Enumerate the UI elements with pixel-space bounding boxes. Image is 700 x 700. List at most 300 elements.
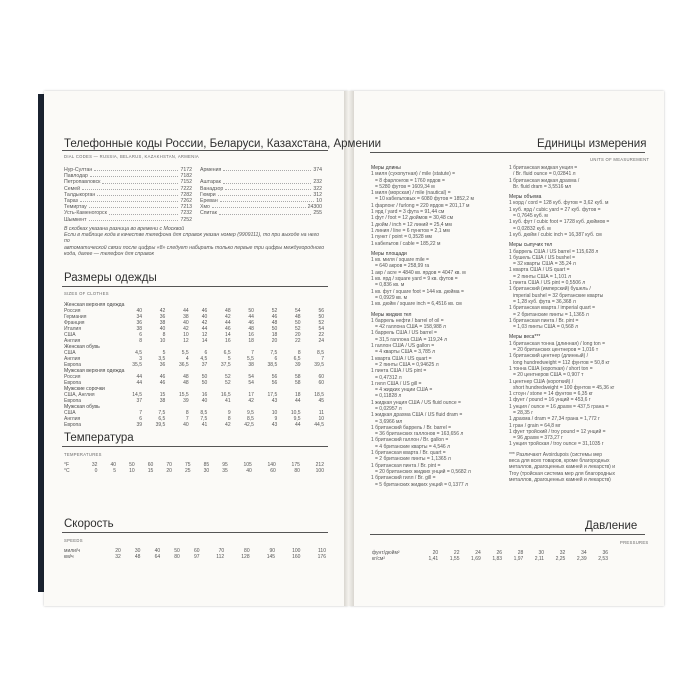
- speed-table-wrap: [62, 548, 328, 560]
- units-line: 1 британский (имперский) бушель /: [509, 286, 591, 293]
- cell-value: 44: [136, 374, 143, 380]
- units-line: = 28,35 г: [513, 409, 534, 416]
- cell-value: 105: [243, 462, 252, 468]
- phone-code: 322: [313, 185, 322, 192]
- cell-value: 36: [159, 314, 166, 320]
- cell-value: 42: [201, 320, 208, 326]
- units-line: 1 британский баррель / Br. barrel =: [371, 424, 452, 431]
- cell-value: 46: [159, 380, 166, 386]
- cell-value: 8: [162, 332, 166, 338]
- units-line: = 0,836 кв. м: [375, 282, 405, 289]
- units-line: = 2 пинты США = 1,101 л: [513, 273, 572, 280]
- cell-value: 48: [295, 314, 301, 320]
- phone-code: 7152: [180, 179, 192, 186]
- cell-value: 0: [94, 468, 98, 474]
- units-line: 1 баррель нефти / barrel of oil =: [371, 317, 444, 324]
- phone-codes-column-1: [64, 167, 192, 223]
- units-line: = 31,5 галлона США = 119,24 л: [375, 336, 447, 343]
- cell-value: 97: [193, 554, 200, 560]
- units-line: 1 центнер США (короткий) /: [509, 378, 574, 385]
- phone-code: 7222: [180, 185, 192, 192]
- cell-value: 5: [227, 356, 231, 362]
- cell-value: 50: [201, 374, 208, 380]
- units-line: 1 стоун / stone = 14 фунтов = 6,35 кг: [509, 391, 593, 398]
- row-label: Англия: [64, 338, 81, 344]
- cell-value: 41: [225, 398, 231, 404]
- cell-value: 11: [318, 410, 324, 416]
- cell-value: 48: [183, 374, 189, 380]
- cell-value: 58: [295, 380, 301, 386]
- temperature-subtitle: TEMPERATURES: [64, 452, 102, 457]
- dots-leader: [219, 210, 311, 214]
- pressure-subtitle: PRESSURES: [620, 540, 649, 545]
- cell-value: 30: [134, 548, 141, 554]
- phone-code: 7252: [180, 216, 192, 223]
- cell-value: 42: [225, 422, 231, 428]
- cell-value: 56: [271, 380, 278, 386]
- cell-value: 60: [193, 548, 200, 554]
- cell-value: 80: [244, 548, 250, 554]
- phone-code: 7182: [180, 173, 192, 180]
- units-line: 1 британская жидкая унция =: [509, 165, 578, 171]
- row-label: Мужская обувь: [64, 404, 100, 410]
- units-line: 1 пункт / point = 0,3528 мм: [371, 234, 432, 241]
- phone-city: Шымкент: [64, 216, 87, 223]
- units-line: = 10 кабельтовых = 6080 футов = 1852,2 м: [375, 196, 474, 203]
- cell-value: 128: [241, 554, 250, 560]
- cell-value: 40: [183, 422, 189, 428]
- dots-leader: [212, 204, 306, 208]
- cell-value: 8: [297, 350, 301, 356]
- units-line: 1 фарлонг / furlong = 220 ярдов = 201,17 м: [371, 202, 470, 209]
- units-line: 1 фунт тройский / troy pound = 12 унций =: [509, 428, 606, 435]
- row-label: Италия: [64, 326, 82, 332]
- cell-value: 18: [271, 332, 278, 338]
- units-subtitle: UNITS OF MEASUREMENT: [590, 157, 650, 162]
- cell-value: 37,5: [220, 362, 231, 368]
- units-line: 1 тонна США (короткая) / short ton =: [509, 365, 593, 372]
- cell-value: 7,5: [200, 416, 208, 422]
- cell-value: 16: [201, 392, 208, 398]
- cell-value: 54: [318, 326, 324, 332]
- units-line: long hundredweight = 112 фунтов = 50,8 кг: [513, 359, 610, 366]
- cell-value: 39,5: [155, 422, 166, 428]
- cell-value: 112: [216, 554, 225, 560]
- row-label: Россия: [64, 374, 81, 380]
- units-line: 1 корд / cord = 128 куб. футов = 3,62 куб. м: [509, 200, 609, 207]
- cell-value: 35: [222, 468, 228, 474]
- cell-value: 10: [129, 468, 135, 474]
- cell-value: 160: [292, 554, 301, 560]
- row-label: США: [64, 332, 76, 338]
- cell-value: 48: [134, 554, 141, 560]
- cell-value: 6: [274, 356, 278, 362]
- row-label: Россия: [64, 308, 81, 314]
- cell-value: 28: [517, 550, 524, 556]
- units-line: Br. fluid dram = 3,5516 мл: [513, 183, 572, 190]
- cell-value: 17,5: [267, 392, 278, 398]
- dots-leader: [218, 192, 312, 196]
- cell-value: 40: [159, 326, 166, 332]
- cell-value: 5,5: [246, 356, 254, 362]
- cell-value: 50: [174, 548, 180, 554]
- cell-value: 100: [315, 468, 324, 474]
- cell-value: 38: [159, 398, 166, 404]
- cell-value: 40: [154, 548, 161, 554]
- cell-value: 48: [225, 308, 231, 314]
- row-label: мили/ч: [64, 548, 80, 554]
- dots-leader: [223, 179, 311, 183]
- row-label: Женская обувь: [64, 344, 100, 350]
- cell-value: 56: [318, 308, 324, 314]
- note-line: Если в таблице кода в качестве телефона для справок указан номер (9909111), то при выходе на него по: [64, 232, 320, 245]
- cell-value: 16,5: [220, 392, 231, 398]
- cell-value: 4: [185, 356, 189, 362]
- cell-value: 56: [271, 374, 278, 380]
- cell-value: 64: [154, 554, 161, 560]
- dots-leader: [97, 192, 178, 196]
- cell-value: 20: [271, 338, 278, 344]
- cell-value: 38: [159, 320, 166, 326]
- units-line: = 0,02832 куб. м: [513, 225, 551, 232]
- units-line: = 2 пинты США = 0,94625 л: [375, 361, 439, 368]
- units-line: 1 акр / acre = 4840 кв. ярдов = 4047 кв. м: [371, 269, 466, 276]
- temperature-table-wrap: [62, 462, 328, 474]
- units-line: 1 кв. дюйм / square inch = 6,4516 кв. см: [371, 301, 462, 308]
- phone-codes-title: Телефонные коды России, Беларуси, Казахстана, Армении: [64, 138, 382, 150]
- cell-value: 7,5: [270, 350, 278, 356]
- cell-value: 30: [203, 468, 210, 474]
- cell-value: 38: [136, 326, 143, 332]
- cell-value: 6,5: [158, 416, 166, 422]
- table-row: [370, 556, 610, 562]
- dots-leader: [82, 186, 178, 190]
- cell-value: 140: [267, 462, 276, 468]
- cell-value: 43: [271, 422, 278, 428]
- units-line: 1 миля (морская) / mile (nautical) =: [371, 190, 451, 197]
- row-label: США: [64, 350, 76, 356]
- cell-value: 44,5: [314, 422, 324, 428]
- phone-code: 255: [313, 210, 322, 217]
- units-line: = 0,02957 л: [375, 405, 402, 412]
- units-title: Единицы измерения: [537, 138, 647, 150]
- units-line: = 2 британские пинты = 1,1365 л: [375, 456, 451, 463]
- cell-value: 6: [139, 416, 143, 422]
- row-label: фунт/дюйм²: [372, 550, 400, 556]
- units-heading: Меры объема: [509, 194, 542, 201]
- units-line: = 20 британских жидких унций = 0,5682 л: [375, 468, 471, 475]
- units-heading: Меры площади: [371, 250, 407, 257]
- units-line: 1 кв. миля / square mile =: [371, 257, 429, 264]
- cell-value: 50: [318, 314, 324, 320]
- cell-value: 16: [225, 338, 231, 344]
- cell-value: 22: [295, 338, 301, 344]
- cell-value: 9: [274, 416, 278, 422]
- units-line: веса для всех товаров, кроме благородных: [509, 458, 610, 465]
- units-line: 1 британская тонна (длинная) / long ton =: [509, 340, 606, 347]
- temperature-title: Температура: [64, 432, 134, 444]
- row-label: США: [64, 410, 76, 416]
- cell-value: 1,97: [513, 556, 524, 562]
- cell-value: 26: [496, 550, 503, 556]
- units-line: 1 баррель США / US barrel = 115,628 л: [509, 248, 599, 255]
- cell-value: 46: [271, 314, 278, 320]
- cell-value: 18: [295, 392, 301, 398]
- phone-city: Талдыкорган: [64, 191, 96, 198]
- units-line: = 1,03 пинты США = 0,568 л: [513, 324, 579, 331]
- units-line: 1 кварта США / US quart =: [509, 267, 570, 274]
- cell-value: 32: [115, 554, 121, 560]
- cell-value: 12: [183, 338, 189, 344]
- pressure-title: Давление: [585, 520, 638, 532]
- dots-leader: [109, 210, 179, 214]
- phone-code: 232: [313, 179, 322, 186]
- units-line: = 4 британские кварты = 4,546 л: [375, 443, 450, 450]
- units-line: = 32 кварты США = 35,24 л: [513, 261, 576, 268]
- cell-value: 16: [248, 332, 254, 338]
- cell-value: 46: [225, 326, 231, 332]
- row-label: км/ч: [64, 554, 74, 560]
- cell-value: 95: [222, 462, 228, 468]
- units-line: 1 куб. дюйм / cubic inch = 16,387 куб. см: [509, 231, 602, 238]
- row-label: Европа: [64, 398, 82, 404]
- units-line: металлов, драгоценных камней и лекарств): [509, 476, 611, 483]
- row-label: США, Англия: [64, 392, 95, 398]
- cell-value: 3: [139, 356, 143, 362]
- cell-value: 7: [321, 356, 324, 362]
- cell-value: 8: [185, 410, 189, 416]
- units-line: 1 британский гилл / Br. gill =: [371, 475, 436, 482]
- cell-value: 54: [248, 380, 254, 386]
- cell-value: 39,5: [314, 362, 324, 368]
- units-line: = 8 фарлонгов = 1760 ярдов =: [375, 177, 445, 184]
- phone-codes-note: [64, 226, 326, 257]
- dots-leader: [220, 198, 315, 202]
- phone-code: 7232: [180, 210, 192, 217]
- dots-leader: [225, 186, 311, 190]
- row-label: кг/см²: [372, 556, 386, 562]
- cell-value: 9,5: [246, 410, 254, 416]
- cell-value: 38: [248, 362, 254, 368]
- units-line: = 4 кварты США = 3,785 л: [375, 349, 436, 356]
- phone-codes-rule: [62, 150, 328, 151]
- phone-city: Петропавловск: [64, 179, 101, 186]
- cell-value: 8: [139, 338, 143, 344]
- table-row: [62, 468, 326, 474]
- cell-value: 48: [271, 320, 278, 326]
- clothes-sizes-table-wrap: [62, 302, 328, 428]
- cell-value: 52: [295, 326, 301, 332]
- phone-city: Спитак: [200, 210, 217, 217]
- page-gutter: [344, 91, 354, 606]
- units-line: = 4 жидких унции США =: [375, 387, 433, 394]
- phone-city: Павлодар: [64, 173, 88, 180]
- units-heading: Меры длины: [371, 165, 401, 171]
- pressure-rule: [370, 534, 645, 535]
- cell-value: 39: [295, 362, 301, 368]
- phone-code: 7282: [180, 191, 192, 198]
- units-line: = 20 центнеров США = 0,907 т: [513, 372, 584, 379]
- cell-value: 1,55: [449, 556, 460, 562]
- units-line: 1 пинта США / US pint = 0,5506 л: [509, 280, 586, 287]
- phone-city: Усть-Каменогорск: [64, 210, 107, 217]
- cell-value: 35,5: [132, 362, 143, 368]
- cell-value: 38,5: [267, 362, 278, 368]
- units-line: = 20 британских центнеров = 1,016 т: [513, 347, 599, 354]
- units-rule: [370, 152, 645, 153]
- dots-leader: [80, 198, 179, 202]
- cell-value: 10: [159, 338, 166, 344]
- cell-value: 85: [203, 462, 210, 468]
- units-line: 1 куб. фут / cubic foot = 1728 куб. дюймов =: [509, 219, 610, 226]
- units-column-2: [509, 165, 649, 483]
- units-line: 1 жидкая унция США / US fluid ounce =: [371, 399, 461, 406]
- units-line: *** Различают Avoirdupois (системы мер: [509, 451, 603, 458]
- row-label: Европа: [64, 380, 82, 386]
- units-line: 1 пинта США / US pint =: [371, 368, 427, 375]
- cell-value: 37: [136, 398, 143, 404]
- row-label: °C: [64, 468, 70, 474]
- units-line: 1 кв. ярд / square yard = 9 кв. футов =: [371, 276, 458, 283]
- cell-value: 14: [225, 332, 231, 338]
- cell-value: 212: [315, 462, 324, 468]
- cell-value: 10: [318, 416, 324, 422]
- units-line: 1 унция / ounce = 16 драхм = 437,5 грана =: [509, 403, 609, 410]
- cell-value: 42,5: [244, 422, 254, 428]
- cell-value: 54: [248, 374, 254, 380]
- cell-value: 6,5: [293, 356, 301, 362]
- cell-value: 7: [139, 410, 143, 416]
- cell-value: 46: [159, 374, 166, 380]
- units-line: = 640 акров = 258,99 га: [375, 263, 430, 270]
- cell-value: 3,5: [158, 356, 166, 362]
- units-line: 1 баррель США / US barrel =: [371, 330, 437, 337]
- units-line: 1 дюйм / inch = 12 линий = 25,4 мм: [371, 221, 452, 228]
- cell-value: 70: [166, 462, 172, 468]
- cell-value: 20: [115, 548, 121, 554]
- phone-city: Тараз: [64, 197, 78, 204]
- cell-value: 24: [318, 338, 324, 344]
- cell-value: 34: [136, 314, 143, 320]
- row-label: Франция: [64, 320, 85, 326]
- phone-city: Нур-Султан: [64, 167, 93, 173]
- cell-value: 39: [183, 398, 189, 404]
- units-line: Troy (тройская система мер для благородных: [509, 470, 615, 477]
- cell-value: 5: [113, 468, 116, 474]
- cell-value: 145: [266, 554, 276, 560]
- cell-value: 18: [248, 338, 254, 344]
- cell-value: 43: [271, 398, 278, 404]
- cell-value: 20: [432, 550, 439, 556]
- cell-value: 9: [227, 410, 231, 416]
- row-label: Европа: [64, 362, 82, 368]
- dots-leader: [102, 179, 178, 183]
- units-line: = 42 галлона США = 158,988 л: [375, 324, 446, 331]
- row-label: Англия: [64, 416, 81, 422]
- cell-value: 8: [227, 416, 231, 422]
- dots-leader: [223, 167, 311, 171]
- units-line: = 0,7645 куб. м: [513, 213, 548, 220]
- cell-value: 44: [295, 398, 301, 404]
- cell-value: 6: [204, 350, 208, 356]
- pressure-table: [370, 550, 610, 562]
- cell-value: 22: [318, 332, 324, 338]
- cell-value: 40: [201, 314, 208, 320]
- units-line: 1 британская жидкая драхма /: [509, 177, 580, 184]
- cell-value: 36: [602, 550, 608, 556]
- phone-city: Ереван: [200, 197, 218, 204]
- units-line: = 0,11828 л: [375, 393, 402, 400]
- phone-code: 7213: [180, 204, 192, 211]
- row-label: °F: [64, 462, 70, 468]
- units-line: 1 жидкая драхма США / US fluid dram =: [371, 412, 463, 419]
- row-label: Мужские сорочки: [64, 386, 105, 392]
- cell-value: 60: [318, 380, 324, 386]
- units-line: 1 фут / foot = 12 дюймов = 30,48 см: [371, 215, 454, 222]
- cell-value: 14,5: [132, 392, 143, 398]
- cell-value: 60: [147, 462, 154, 468]
- cell-value: 100: [292, 548, 301, 554]
- units-line: 1 кв. фут / square foot = 144 кв. дюйма =: [371, 288, 464, 295]
- units-column-1: [371, 165, 506, 488]
- speed-title: Скорость: [64, 518, 114, 530]
- note-line: В скобках указана разница во времени с Москвой: [64, 226, 185, 232]
- dots-leader: [89, 204, 179, 208]
- units-line: = 36 британских галлонов = 163,656 л: [375, 431, 464, 438]
- cell-value: 2,25: [555, 556, 566, 562]
- cell-value: 7: [251, 350, 254, 356]
- cell-value: 8,5: [246, 416, 254, 422]
- units-line: 1 миля (сухопутная) / mile (statute) =: [371, 171, 456, 178]
- cell-value: 36: [159, 362, 166, 368]
- cell-value: 45: [318, 398, 324, 404]
- cell-value: 54: [295, 308, 301, 314]
- speed-table: [62, 548, 328, 560]
- cell-value: 70: [218, 548, 225, 554]
- dots-leader: [90, 173, 179, 177]
- units-line: = 5 британских жидких унций = 0,1377 л: [375, 481, 468, 488]
- cell-value: 46: [201, 308, 208, 314]
- units-line: 1 драхма / dram = 27,34 грана = 1,772 г: [509, 416, 600, 423]
- phone-city: Темиртау: [64, 204, 87, 211]
- phone-code-row: [200, 217, 322, 223]
- cell-value: 4,5: [135, 350, 143, 356]
- clothes-sizes-table: [62, 302, 326, 428]
- cell-value: 2,11: [534, 556, 545, 562]
- cell-value: 44: [295, 422, 301, 428]
- cell-value: 36,5: [178, 362, 189, 368]
- phone-city: Аштарак: [200, 179, 221, 186]
- cell-value: 34: [581, 550, 587, 556]
- pressure-table-wrap: [370, 550, 610, 562]
- phone-city: Хмо: [200, 204, 210, 211]
- dots-leader: [94, 167, 178, 171]
- cell-value: 42: [159, 308, 166, 314]
- cell-value: 5: [162, 350, 166, 356]
- cell-value: 46: [248, 320, 254, 326]
- units-line: / Br. fluid ounce = 0,02841 л: [513, 171, 576, 178]
- phone-code: 312: [313, 191, 322, 198]
- cell-value: 44: [183, 308, 189, 314]
- units-line: 1 гилл США / US gill =: [371, 380, 422, 387]
- units-line: 1 британская кварта / imperial quart =: [509, 305, 596, 312]
- cell-value: 44: [248, 314, 254, 320]
- table-row: [62, 422, 326, 428]
- cell-value: 110: [318, 548, 326, 554]
- cell-value: 6,5: [223, 350, 231, 356]
- cell-value: 48: [183, 380, 189, 386]
- units-line: 1 линия / line = 6 пунктов = 2,1 мм: [371, 227, 450, 234]
